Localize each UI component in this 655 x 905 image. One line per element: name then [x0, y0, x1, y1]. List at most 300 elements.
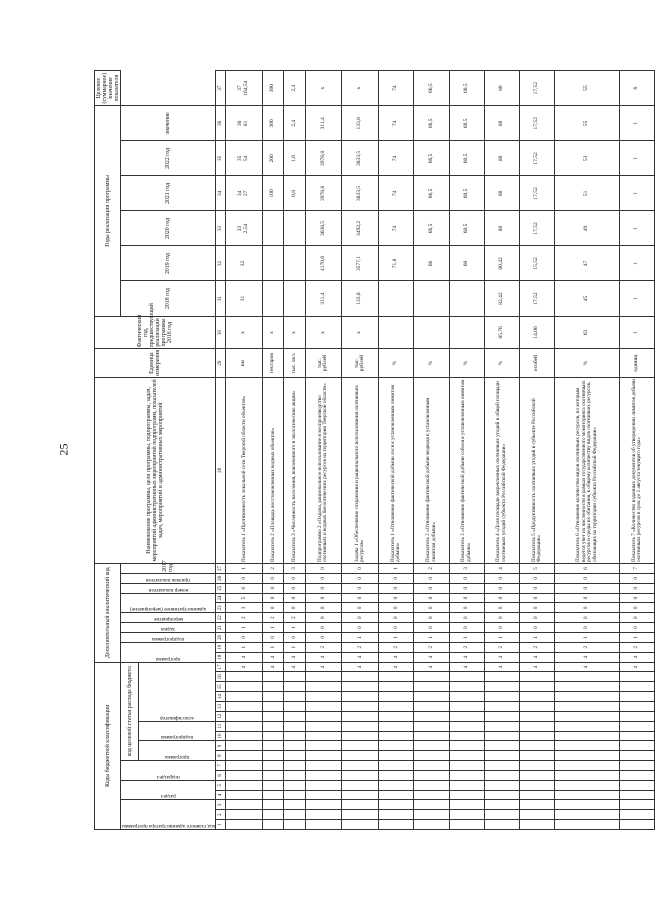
- code-cell: [519, 682, 554, 692]
- code-cell: 1: [284, 623, 305, 633]
- year-value: [449, 281, 484, 316]
- year-value: [379, 106, 414, 141]
- code-cell: 4: [342, 652, 379, 662]
- code-cell: [342, 810, 379, 820]
- code-cell: 0: [263, 603, 284, 613]
- code-cell: [284, 800, 305, 810]
- year-value: [414, 106, 449, 141]
- code-cell: [449, 682, 484, 692]
- code-cell: 4: [449, 652, 484, 662]
- program-code-header: программа: [164, 754, 190, 761]
- table-row: [284, 71, 305, 830]
- year-value-main: 31: [240, 295, 247, 302]
- code-cell: [449, 810, 484, 820]
- name-column-header: Наименование программы, цели программы, подпрограммы, задач, мероприятий административных мероприятий подпрограмм, показателей задач, мероприятий и административных мероприятий: [95, 377, 216, 563]
- year-value: [620, 141, 655, 176]
- code-cell: 0: [484, 593, 519, 603]
- code-cell: 4: [555, 652, 620, 662]
- year-value-main: 3638,5: [319, 220, 326, 237]
- year-value: [342, 211, 379, 246]
- code-cell: 4: [226, 652, 263, 662]
- year-value: [620, 211, 655, 246]
- code-cell: [226, 711, 263, 721]
- code-cell: 0: [342, 573, 379, 583]
- code-cell: [519, 790, 554, 800]
- code-cell: [226, 692, 263, 702]
- code-cell: [555, 770, 620, 780]
- code-cell: [379, 741, 414, 751]
- code-cell: [284, 780, 305, 790]
- column-number: 17: [216, 662, 226, 672]
- unit-header: Единица измерения: [95, 349, 216, 377]
- code-cell: [342, 751, 379, 761]
- column-number: 21: [216, 623, 226, 633]
- year-value-main: 66,5: [427, 188, 434, 199]
- code-cell: 0: [379, 623, 414, 633]
- column-number: 34: [216, 176, 226, 211]
- year-value: [284, 211, 305, 246]
- code-cell: [284, 751, 305, 761]
- code-cell: [620, 790, 655, 800]
- code-cell: [379, 751, 414, 761]
- code-cell: 0: [620, 613, 655, 623]
- code-cell: [484, 790, 519, 800]
- year-value-main: 311,4: [319, 292, 326, 305]
- table-row: [379, 71, 414, 830]
- code-cell: [379, 711, 414, 721]
- code-cell: 1: [379, 563, 414, 573]
- year-value: [342, 246, 379, 281]
- target-value: 74: [392, 85, 399, 91]
- year-value: [484, 211, 519, 246]
- code-cell: 1: [263, 642, 284, 652]
- target-value: х: [319, 86, 326, 90]
- year-value: [519, 176, 554, 211]
- year-value: [484, 106, 519, 141]
- year-value-main: 311,4: [319, 117, 326, 130]
- code-cell: [620, 702, 655, 712]
- year-value-main: 200: [269, 154, 276, 163]
- code-cell: 0: [379, 613, 414, 623]
- year-value-main: 47: [583, 260, 590, 267]
- code-cell: [305, 770, 342, 780]
- code-cell: [379, 810, 414, 820]
- column-number: 24: [216, 593, 226, 603]
- fact-header: Фактический год, предшествующий реализации программы 2016 год: [95, 316, 216, 349]
- code-cell: [284, 692, 305, 702]
- code-cell: [379, 770, 414, 780]
- code-cell: [342, 731, 379, 741]
- code-cell: 2: [342, 642, 379, 652]
- column-number: 10: [216, 731, 226, 741]
- year-value: [484, 176, 519, 211]
- row-unit: %: [555, 349, 620, 377]
- year-value-secondary: 27: [243, 190, 250, 197]
- code-cell: [379, 692, 414, 702]
- code-cell: [484, 731, 519, 741]
- code-cell: 1: [226, 623, 263, 633]
- code-cell: [263, 711, 284, 721]
- code-cell: 1: [620, 632, 655, 642]
- target-value: 80: [497, 85, 504, 91]
- code-cell: 0: [379, 573, 414, 583]
- year-value: [263, 176, 284, 211]
- code-cell: 0: [226, 573, 263, 583]
- year-value-main: 60,5: [462, 153, 469, 164]
- year-value-main: 66,5: [427, 223, 434, 234]
- year-value: [284, 246, 305, 281]
- year-value-main: 0,8: [290, 189, 297, 197]
- code-cell: 2: [305, 642, 342, 652]
- year-value-main: 17,52: [533, 117, 540, 130]
- year-value-main: 32: [240, 260, 247, 267]
- expense-article-header: код целевой статьи расхода бюджета: [121, 662, 139, 761]
- code-cell: [379, 780, 414, 790]
- year-value: [305, 106, 342, 141]
- code-cell: [284, 741, 305, 751]
- year-value-main: 17,52: [533, 187, 540, 200]
- year-value-main: 80,42: [497, 257, 504, 270]
- row-name: Показатель 3 «Отношение фактической добычи соболя к установленным лимитам добычи»: [449, 377, 484, 563]
- column-number: 15: [216, 682, 226, 692]
- code-cell: [226, 820, 263, 830]
- column-number: 11: [216, 721, 226, 731]
- year-value: [519, 281, 554, 316]
- code-cell: [484, 692, 519, 702]
- code-cell: [342, 692, 379, 702]
- code-cell: [284, 770, 305, 780]
- year-value-main: 3978,8: [319, 185, 326, 201]
- code-cell: [226, 721, 263, 731]
- table-row: [484, 71, 519, 830]
- code-cell: 0: [555, 613, 620, 623]
- column-number: 30: [216, 316, 226, 349]
- year-value: [263, 246, 284, 281]
- code-cell: [414, 741, 449, 751]
- code-cell: [284, 721, 305, 731]
- code-cell: 0: [379, 603, 414, 613]
- year-value: [226, 281, 263, 316]
- year-value-main: 53: [583, 155, 590, 162]
- table-row: [263, 71, 284, 830]
- code-cell: 0: [263, 632, 284, 642]
- target-value: 2,4: [290, 84, 297, 92]
- year-value-main: 82,42: [497, 292, 504, 305]
- code-cell: [519, 692, 554, 702]
- code-cell: 0: [305, 573, 342, 583]
- column-number: 27: [216, 563, 226, 573]
- year-value-main: 60,5: [462, 118, 469, 129]
- row-target: [305, 71, 342, 106]
- year-value: [379, 141, 414, 176]
- code-cell: [620, 800, 655, 810]
- column-number: 29: [216, 349, 226, 377]
- code-cell: 1: [263, 623, 284, 633]
- code-cell: [620, 721, 655, 731]
- year-value: [226, 106, 263, 141]
- target-value: х: [356, 86, 363, 90]
- year-value-main: 3577,1: [356, 255, 363, 272]
- year-value: [226, 211, 263, 246]
- code-cell: 0: [342, 603, 379, 613]
- column-number: 23: [216, 603, 226, 613]
- code-cell: 0: [519, 573, 554, 583]
- column-number: 8: [216, 751, 226, 761]
- year-value: [620, 176, 655, 211]
- year-value: [284, 281, 305, 316]
- row-unit: %: [414, 349, 449, 377]
- code-cell: [484, 741, 519, 751]
- code-cell: [342, 741, 379, 751]
- program-table: [94, 70, 655, 830]
- year-value-main: 1,6: [290, 154, 297, 162]
- table-row: [226, 71, 263, 830]
- code-cell: [414, 761, 449, 771]
- year-value: [284, 176, 305, 211]
- code-cell: [305, 751, 342, 761]
- row-name: Показатель 3 «Численность населения, вовлеченного в экологические акции»: [284, 377, 305, 563]
- code-cell: [449, 751, 484, 761]
- year-value: [555, 141, 620, 176]
- code-cell: [555, 702, 620, 712]
- column-number: 2: [216, 810, 226, 820]
- page-number: 25: [56, 443, 71, 456]
- code-cell: 0: [449, 583, 484, 593]
- year-value: [414, 141, 449, 176]
- code-cell: [342, 761, 379, 771]
- code-cell: [555, 741, 620, 751]
- code-cell: [449, 692, 484, 702]
- code-cell: 0: [284, 603, 305, 613]
- code-cell: [414, 711, 449, 721]
- row-name: Подпрограмма 2 «Охрана, рациональное использование и воспроизводство охотничьих и водных биологических ресурсов на территории Тверской области»: [305, 377, 342, 563]
- code-cell: 0: [305, 563, 342, 573]
- code-cell: 0: [449, 623, 484, 633]
- code-cell: [305, 780, 342, 790]
- row-fact: 63: [555, 316, 620, 349]
- code-cell: [449, 721, 484, 731]
- code-cell: [555, 711, 620, 721]
- column-number: 1: [216, 820, 226, 830]
- code-cell: 4: [519, 662, 554, 672]
- year-value-main: 34: [237, 190, 244, 197]
- table-row: [305, 71, 342, 830]
- code-cell: 2: [284, 613, 305, 623]
- target-value: 300: [269, 84, 276, 93]
- year-value: [555, 211, 620, 246]
- year-value: [305, 176, 342, 211]
- subsection-header: подраздел: [156, 773, 180, 780]
- code-cell: [379, 731, 414, 741]
- year-value: [555, 106, 620, 141]
- code-cell: 0: [519, 623, 554, 633]
- year-value-main: 66: [427, 260, 434, 267]
- code-cell: [519, 741, 554, 751]
- code-cell: [305, 731, 342, 741]
- code-cell: 2: [449, 642, 484, 652]
- code-cell: 0: [414, 573, 449, 583]
- table-row: [620, 71, 655, 830]
- row-fact: 85,76: [484, 316, 519, 349]
- year-value: [284, 141, 305, 176]
- table-row: [342, 71, 379, 830]
- code-cell: 0: [414, 593, 449, 603]
- code-cell: [555, 692, 620, 702]
- code-cell: [263, 751, 284, 761]
- code-cell: 2: [263, 613, 284, 623]
- year-value-main: 1: [633, 297, 640, 300]
- program-header: программа: [156, 655, 181, 662]
- code-cell: 0: [414, 613, 449, 623]
- code-cell: 2: [555, 642, 620, 652]
- column-number: 16: [216, 672, 226, 682]
- year-2021: 2021 год: [121, 176, 216, 211]
- year-value-main: 17,52: [533, 292, 540, 305]
- year-value: [519, 106, 554, 141]
- code-cell: [226, 731, 263, 741]
- code-cell: [342, 780, 379, 790]
- row-fact: [449, 316, 484, 349]
- year-value: [263, 211, 284, 246]
- indicator-kind-header: признак показателя: [146, 576, 191, 583]
- year-value-main: 3833,5: [356, 150, 363, 166]
- code-cell: [620, 751, 655, 761]
- code-cell: [414, 692, 449, 702]
- column-number: 32: [216, 246, 226, 281]
- code-cell: 0: [379, 593, 414, 603]
- code-cell: 0: [555, 603, 620, 613]
- year-value: [519, 141, 554, 176]
- code-cell: [519, 780, 554, 790]
- code-cell: 0: [342, 563, 379, 573]
- analytic-codes-header: Дополнительный аналитический код: [95, 563, 121, 662]
- column-number: 13: [216, 702, 226, 712]
- year-value-main: 49: [583, 225, 590, 232]
- code-cell: [379, 800, 414, 810]
- code-cell: [263, 672, 284, 682]
- row-unit: единиц: [620, 349, 655, 377]
- row-target: [379, 71, 414, 106]
- row-fact: х: [305, 316, 342, 349]
- code-cell: 0: [484, 583, 519, 593]
- code-cell: [305, 692, 342, 702]
- year-value-main: 1: [633, 227, 640, 230]
- code-cell: [263, 810, 284, 820]
- row-name: Показатель 2 «Площадь восстановленных водных объектов»: [263, 377, 284, 563]
- code-cell: 0: [555, 623, 620, 633]
- code-cell: [263, 761, 284, 771]
- code-cell: [484, 682, 519, 692]
- code-cell: [226, 780, 263, 790]
- code-cell: [449, 790, 484, 800]
- code-cell: 1: [342, 632, 379, 642]
- code-cell: 0: [484, 613, 519, 623]
- code-cell: [484, 770, 519, 780]
- code-cell: 0: [414, 603, 449, 613]
- code-cell: [620, 820, 655, 830]
- code-cell: [449, 780, 484, 790]
- code-cell: 4: [305, 662, 342, 672]
- code-cell: 0: [620, 603, 655, 613]
- code-cell: 4: [379, 652, 414, 662]
- year-value: [305, 246, 342, 281]
- code-cell: 3: [226, 603, 263, 613]
- admin-code-header: код главного администратора программы: [121, 823, 215, 829]
- code-cell: [555, 731, 620, 741]
- code-cell: [484, 751, 519, 761]
- code-cell: [414, 682, 449, 692]
- code-cell: 2: [226, 613, 263, 623]
- code-cell: 4: [342, 662, 379, 672]
- code-cell: [263, 770, 284, 780]
- year-value: [263, 106, 284, 141]
- year-value-main: 33: [237, 225, 244, 232]
- code-cell: [449, 672, 484, 682]
- code-cell: [484, 810, 519, 820]
- code-cell: 4: [555, 662, 620, 672]
- code-cell: [263, 692, 284, 702]
- code-cell: [342, 682, 379, 692]
- code-cell: 0: [414, 583, 449, 593]
- code-cell: 2: [519, 642, 554, 652]
- column-number: 20: [216, 632, 226, 642]
- code-cell: 0: [305, 603, 342, 613]
- code-cell: [263, 731, 284, 741]
- year-value-main: 133,8: [356, 292, 363, 305]
- year-value-main: 3492,2: [356, 220, 363, 237]
- year-value: [449, 176, 484, 211]
- year-value: [519, 211, 554, 246]
- code-cell: [263, 702, 284, 712]
- code-cell: [555, 721, 620, 731]
- year-value: [305, 281, 342, 316]
- code-cell: 0: [342, 583, 379, 593]
- code-cell: [555, 810, 620, 820]
- year-value-main: 80: [497, 120, 504, 127]
- code-cell: 1: [379, 632, 414, 642]
- code-cell: [519, 731, 554, 741]
- code-cell: 5: [519, 563, 554, 573]
- target-header: Целевое (суммарное) значение показателя: [95, 71, 121, 106]
- code-cell: [414, 790, 449, 800]
- code-cell: [555, 780, 620, 790]
- column-number: 19: [216, 642, 226, 652]
- row-unit: %: [484, 349, 519, 377]
- code-cell: [519, 761, 554, 771]
- row-target: [226, 71, 263, 106]
- code-cell: [284, 761, 305, 771]
- code-cell: [284, 672, 305, 682]
- year-value-main: 71,8: [392, 258, 399, 269]
- column-number: 18: [216, 652, 226, 662]
- year-value: [620, 106, 655, 141]
- code-cell: 0: [555, 583, 620, 593]
- code-cell: 4: [414, 652, 449, 662]
- code-cell: [414, 702, 449, 712]
- column-number: 14: [216, 692, 226, 702]
- code-cell: [414, 800, 449, 810]
- column-number: 3: [216, 800, 226, 810]
- code-cell: [379, 721, 414, 731]
- code-cell: [555, 800, 620, 810]
- code-cell: [379, 820, 414, 830]
- year-value-main: 4170,6: [319, 255, 326, 272]
- year-value-main: 60: [462, 260, 469, 267]
- code-cell: 0: [263, 573, 284, 583]
- year-2019: 2019 год: [121, 246, 216, 281]
- year-value-main: 1: [633, 192, 640, 195]
- code-cell: [620, 692, 655, 702]
